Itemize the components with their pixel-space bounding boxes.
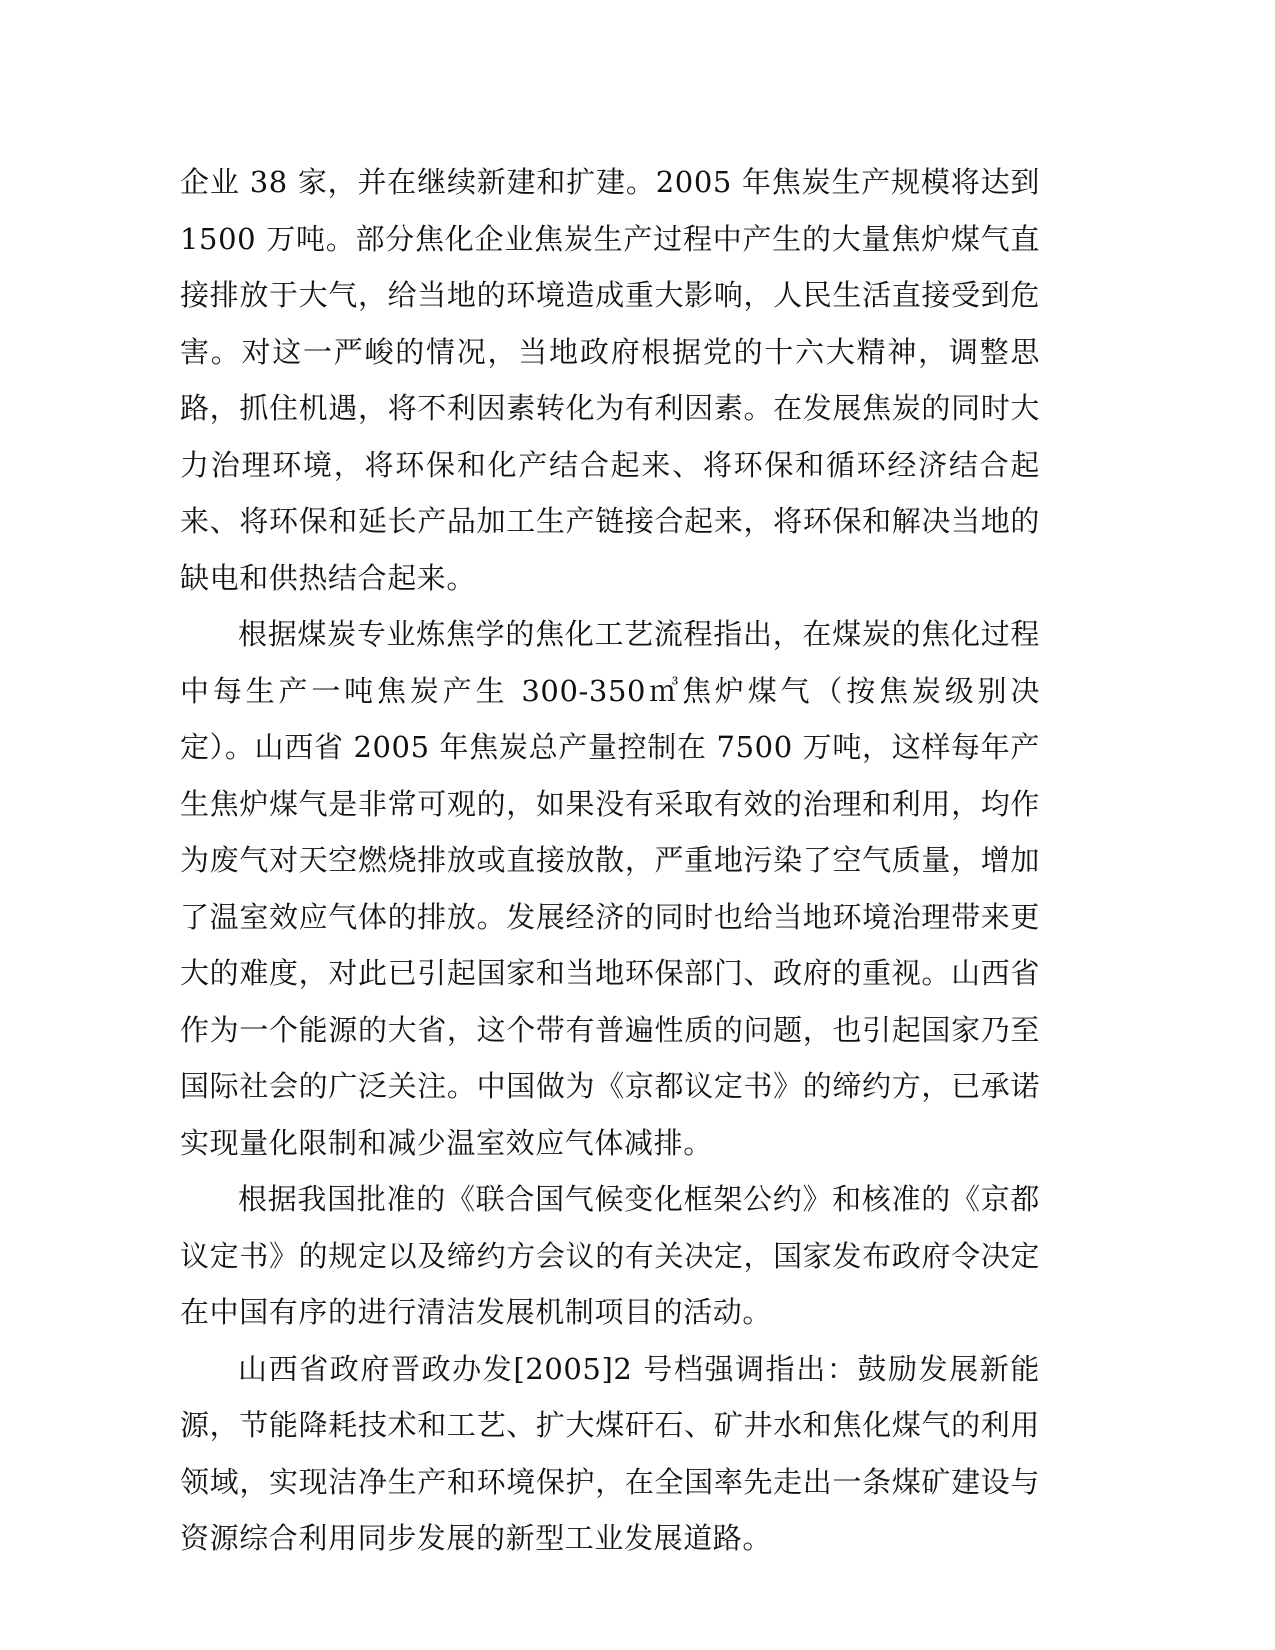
- body-text: [180, 154, 1040, 1567]
- paragraph-shanxi-policy: 山西省政府晋政办发[2005]2 号档强调指出：鼓励发展新能源，节能降耗技术和工艺、扩大煤矸石、矿井水和焦化煤气的利用领域，实现洁净生产和环境保护，在全国率先走出一条煤矿建设与资源综合利用同步发展的新型工业发展道路。: [180, 1351, 1040, 1555]
- paragraph-continuation: 企业 38 家，并在继续新建和扩建。2005 年焦炭生产规模将达到 1500 万吨。部分焦化企业焦炭生产过程中产生的大量焦炉煤气直接排放于大气，给当地的环境造成重大影响，人民生活直接受到危害。对这一严峻的情况，当地政府根据党的十六大精神，调整思路，抓住机遇，将不利因素转化为有利因素。在发展焦炭的同时大力治理环境，将环保和化产结合起来、将环保和循环经济结合起来、将环保和延长产品加工生产链接合起来，将环保和解决当地的缺电和供热结合起来。: [180, 165, 1040, 595]
- paragraph-kyoto-protocol: 根据我国批准的《联合国气候变化框架公约》和核准的《京都议定书》的规定以及缔约方会议的有关决定，国家发布政府令决定在中国有序的进行清洁发展机制项目的活动。: [180, 1182, 1040, 1329]
- paragraph-coke-gas: 根据煤炭专业炼焦学的焦化工艺流程指出，在煤炭的焦化过程中每生产一吨焦炭产生 300-350㎥焦炉煤气（按焦炭级别决定）。山西省 2005 年焦炭总产量控制在 7500 万吨，这样每年产生焦炉煤气是非常可观的，如果没有采取有效的治理和利用，均作为废气对天空燃烧排放或直接放散，严重地污染了空气质量，增加了温室效应气体的排放。发展经济的同时也给当地环境治理带来更大的难度，对此已引起国家和当地环保部门、政府的重视。山西省作为一个能源的大省，这个带有普遍性质的问题，也引起国家乃至国际社会的广泛关注。中国做为《京都议定书》的缔约方，已承诺实现量化限制和减少温室效应气体减排。: [180, 617, 1040, 1160]
